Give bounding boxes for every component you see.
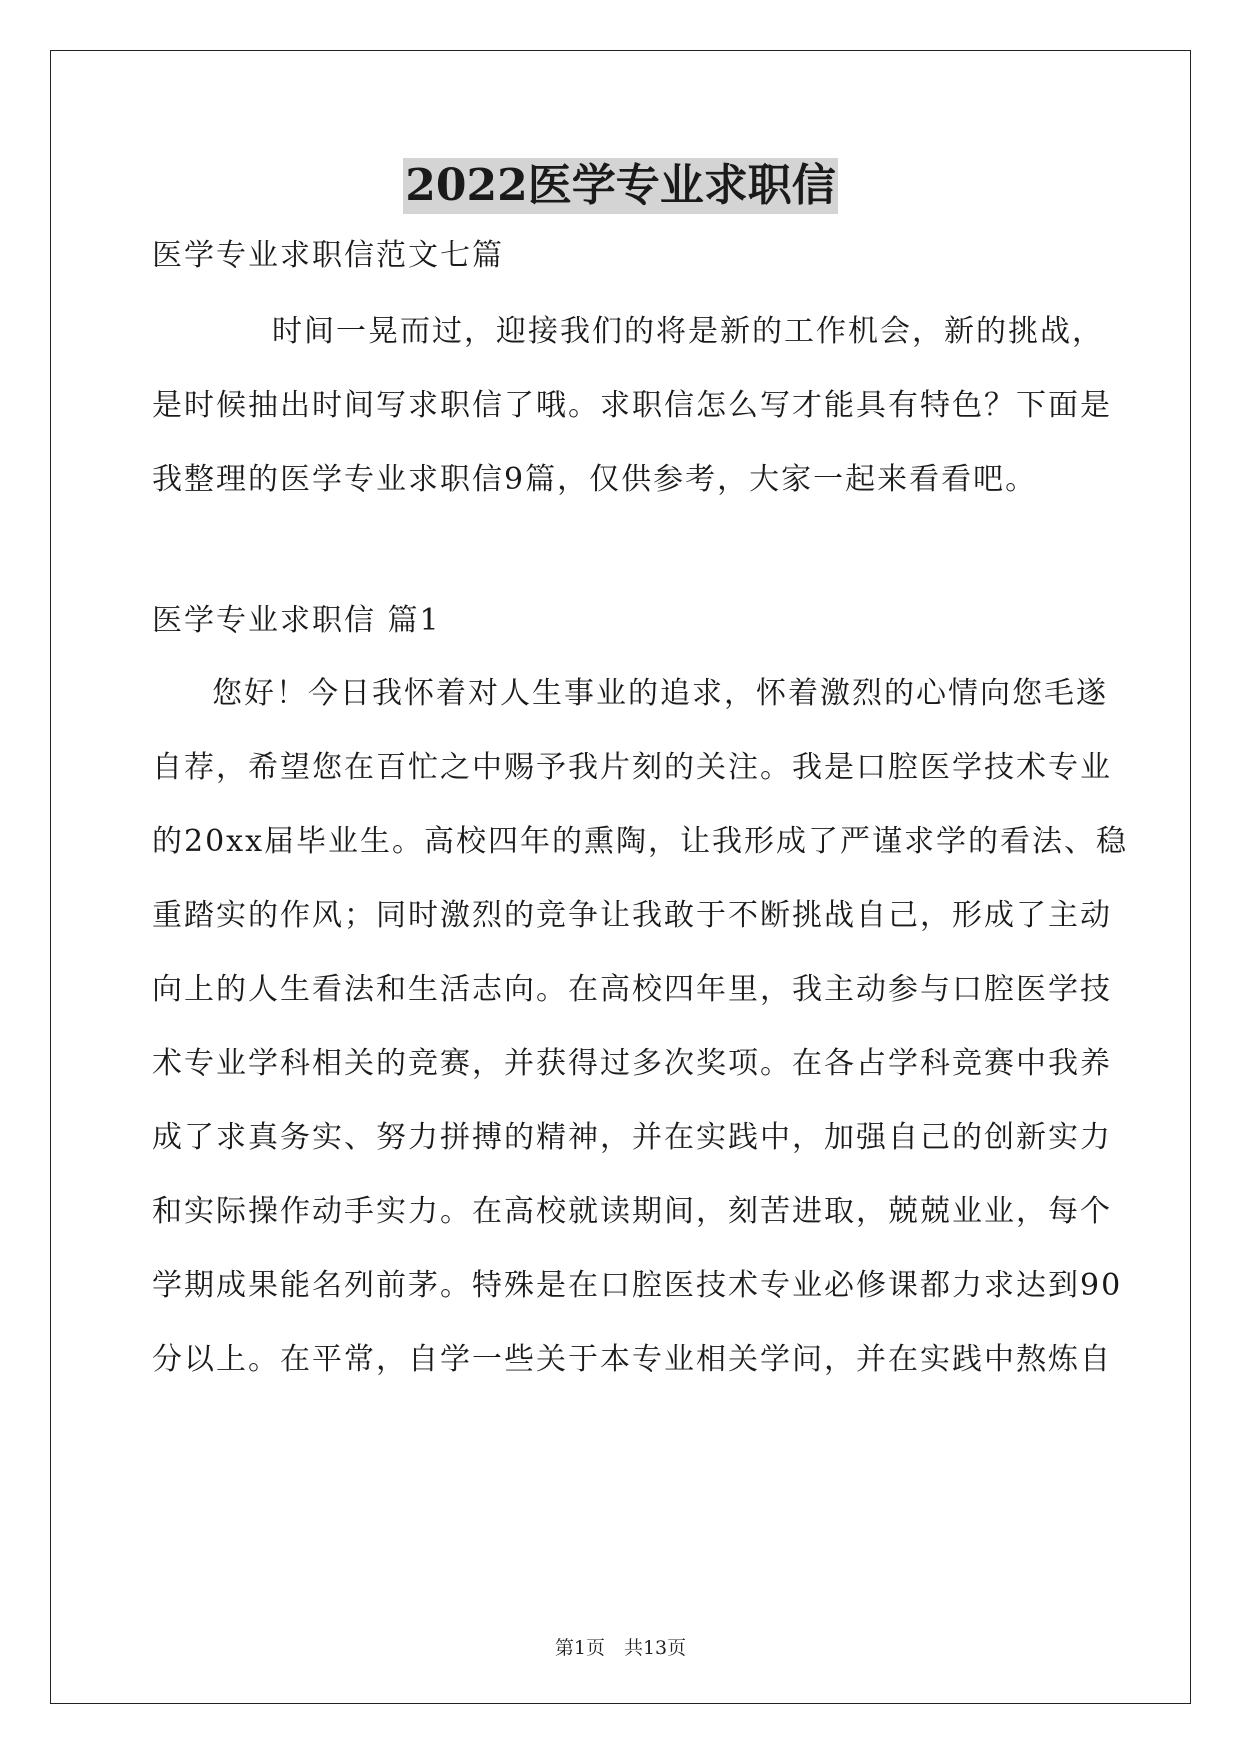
intro-line: 我整理的医学专业求职信9篇，仅供参考，大家一起来看看吧。 [152,462,1038,497]
intro-line: 时间一晃而过，迎接我们的将是新的工作机会，新的挑战， [272,314,1104,349]
body-line: 学期成果能名列前茅。特殊是在口腔医技术专业必修课都力求达到90 [152,1268,1123,1303]
body-line: 重踏实的作风；同时激烈的竞争让我敢于不断挑战自己，形成了主动 [152,898,1112,933]
section-heading: 医学专业求职信 篇1 [152,603,441,638]
body-line: 和实际操作动手实力。在高校就读期间，刻苦进取，兢兢业业，每个 [152,1194,1112,1229]
body-line: 的20xx届毕业生。高校四年的熏陶，让我形成了严谨求学的看法、稳 [152,824,1129,859]
document-subtitle: 医学专业求职信范文七篇 [152,238,504,273]
body-line: 成了求真务实、努力拼搏的精神，并在实践中，加强自己的创新实力 [152,1120,1112,1155]
body-line: 您好！今日我怀着对人生事业的追求，怀着激烈的心情向您毛遂 [212,676,1108,711]
body-line: 术专业学科相关的竞赛，并获得过多次奖项。在各占学科竞赛中我养 [152,1046,1112,1081]
body-line: 自荐，希望您在百忙之中赐予我片刻的关注。我是口腔医学技术专业 [152,750,1112,785]
body-line: 向上的人生看法和生活志向。在高校四年里，我主动参与口腔医学技 [152,972,1112,1007]
intro-line: 是时候抽出时间写求职信了哦。求职信怎么写才能具有特色？下面是 [152,388,1112,423]
document-title: 2022医学专业求职信 [403,158,837,214]
page-number: 第1页 共13页 [554,1637,687,1659]
page-border [50,50,1191,1704]
body-line: 分以上。在平常，自学一些关于本专业相关学问，并在实践中熬炼自 [152,1342,1112,1377]
title-container [0,158,1241,214]
